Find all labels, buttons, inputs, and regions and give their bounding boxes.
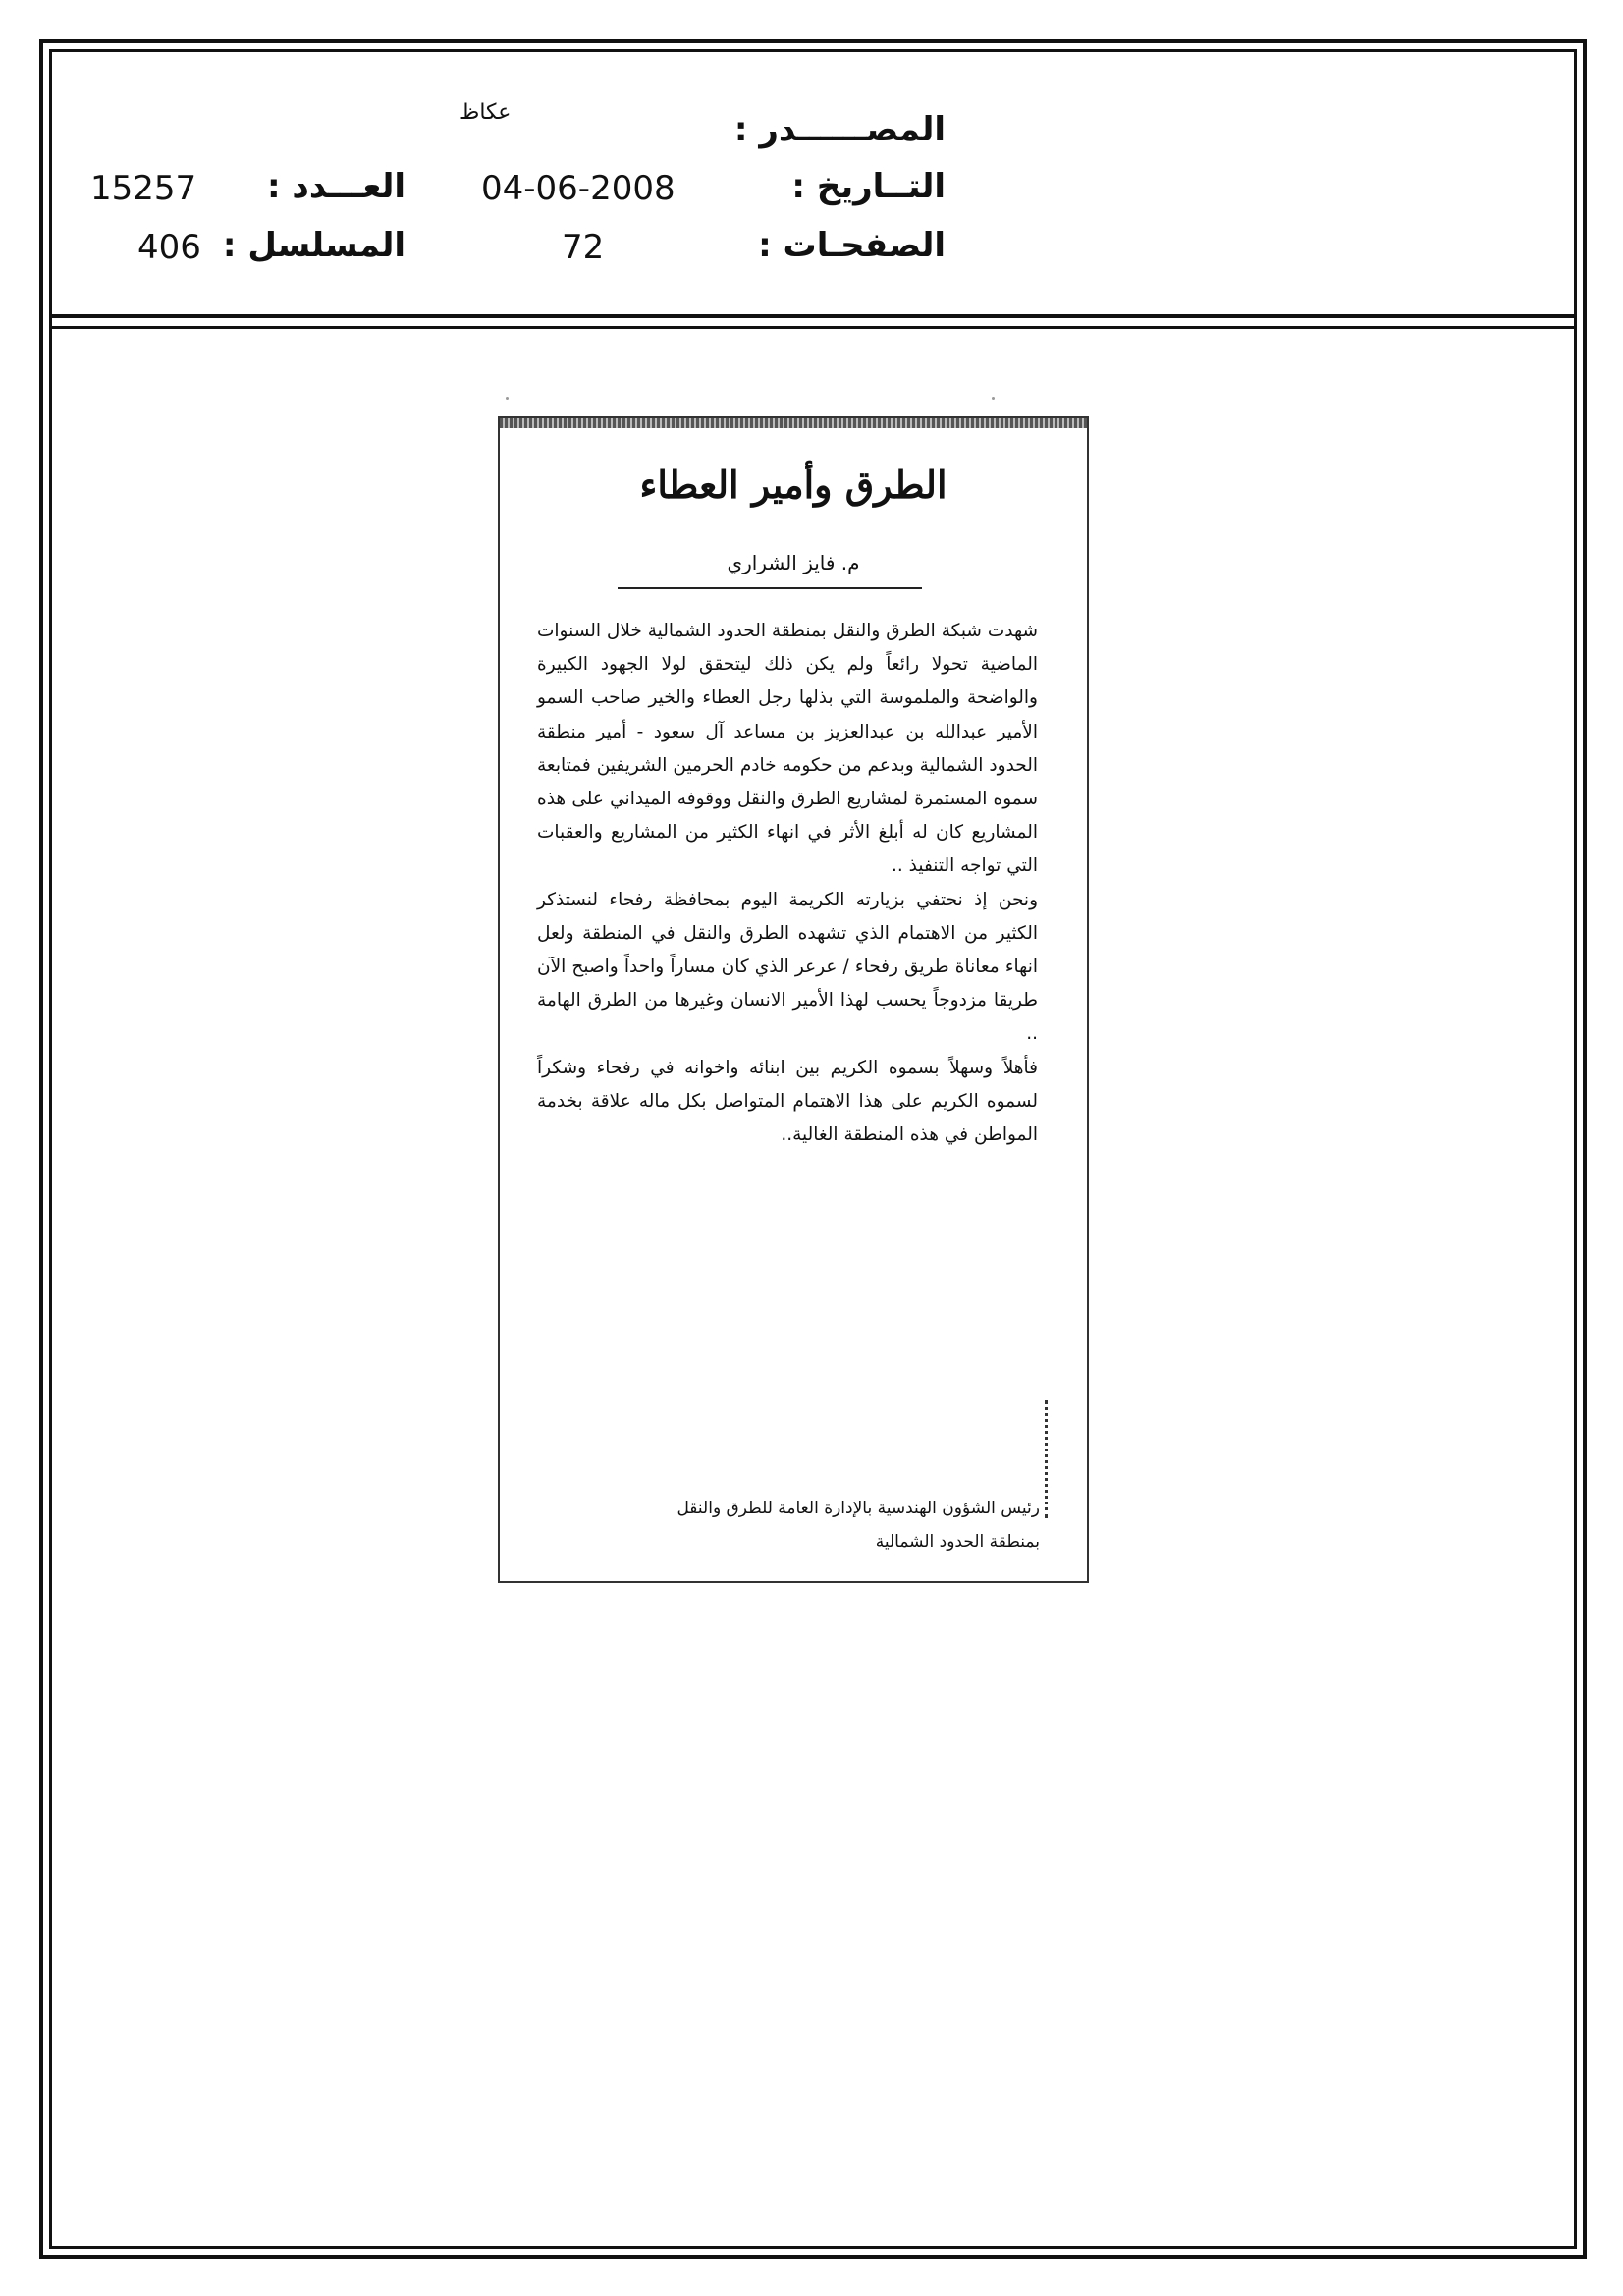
pages-label: الصفحـات : bbox=[758, 226, 946, 265]
scan-speck bbox=[506, 397, 509, 400]
pages-value: 72 bbox=[562, 228, 605, 267]
dotted-column-rule bbox=[1045, 1400, 1052, 1518]
serial-value: 406 bbox=[137, 228, 201, 267]
header-divider bbox=[49, 314, 1577, 318]
date-label: التــاريخ : bbox=[791, 167, 946, 206]
article-author: م. فايز الشراري bbox=[727, 551, 860, 574]
clipping-top-border bbox=[500, 418, 1087, 428]
signature-line: رئيس الشؤون الهندسية بالإدارة العامة للطرق والنقل bbox=[676, 1499, 1040, 1518]
issue-label: العـــدد : bbox=[267, 167, 406, 206]
author-rule bbox=[618, 587, 922, 589]
source-label: المصــــــدر : bbox=[733, 110, 946, 149]
source-value: عكاظ bbox=[460, 100, 512, 125]
author-signature bbox=[539, 1492, 1040, 1558]
issue-value: 15257 bbox=[90, 169, 197, 208]
article-paragraph: ونحن إذ نحتفي بزيارته الكريمة اليوم بمحافظة رفحاء لنستذكر الكثير من الاهتمام الذي تشهده الطرق والنقل في المنطقة ولعل انهاء معاناة طريق رفحاء / عرعر الذي كان مساراً واحداً واصبح الآن طريقا مزدوجاً يحسب لهذا الأمير الانسان وغيرها من الطرق الهامة .. bbox=[537, 889, 1038, 1045]
serial-label: المسلسل : bbox=[222, 226, 406, 265]
date-value: 04-06-2008 bbox=[481, 169, 676, 208]
signature-line: بمنطقة الحدود الشمالية bbox=[875, 1532, 1040, 1552]
article-paragraph: شهدت شبكة الطرق والنقل بمنطقة الحدود الشمالية خلال السنوات الماضية تحولا رائعاً ولم يكن ذلك ليتحقق لولا الجهود الكبيرة والواضحة والملموسة التي بذلها رجل العطاء والخير صاحب السمو الأمير عبدالله بن عبدالعزيز بن مساعد آل سعود - أمير منطقة الحدود الشمالية وبدعم من حكومه خادم الحرمين الشريفين فمتابعة سموه المستمرة لمشاريع الطرق والنقل ووقوفه الميداني على هذه المشاريع كان له أبلغ الأثر في انهاء الكثير من المشاريع والعقبات التي تواجه التنفيذ .. bbox=[537, 621, 1038, 877]
newspaper-clipping bbox=[498, 416, 1089, 1583]
scan-speck bbox=[992, 397, 995, 400]
article-paragraph: فأهلاً وسهلاً بسموه الكريم بين ابنائه واخوانه في رفحاء وشكراً لسموه الكريم على هذا الاهتمام المتواصل بكل ماله علاقة بخدمة المواطن في هذه المنطقة الغالية.. bbox=[537, 1057, 1038, 1146]
header-divider-inner bbox=[49, 326, 1577, 329]
article-title: الطرق وأمير العطاء bbox=[639, 463, 947, 507]
article-body bbox=[537, 615, 1038, 1152]
